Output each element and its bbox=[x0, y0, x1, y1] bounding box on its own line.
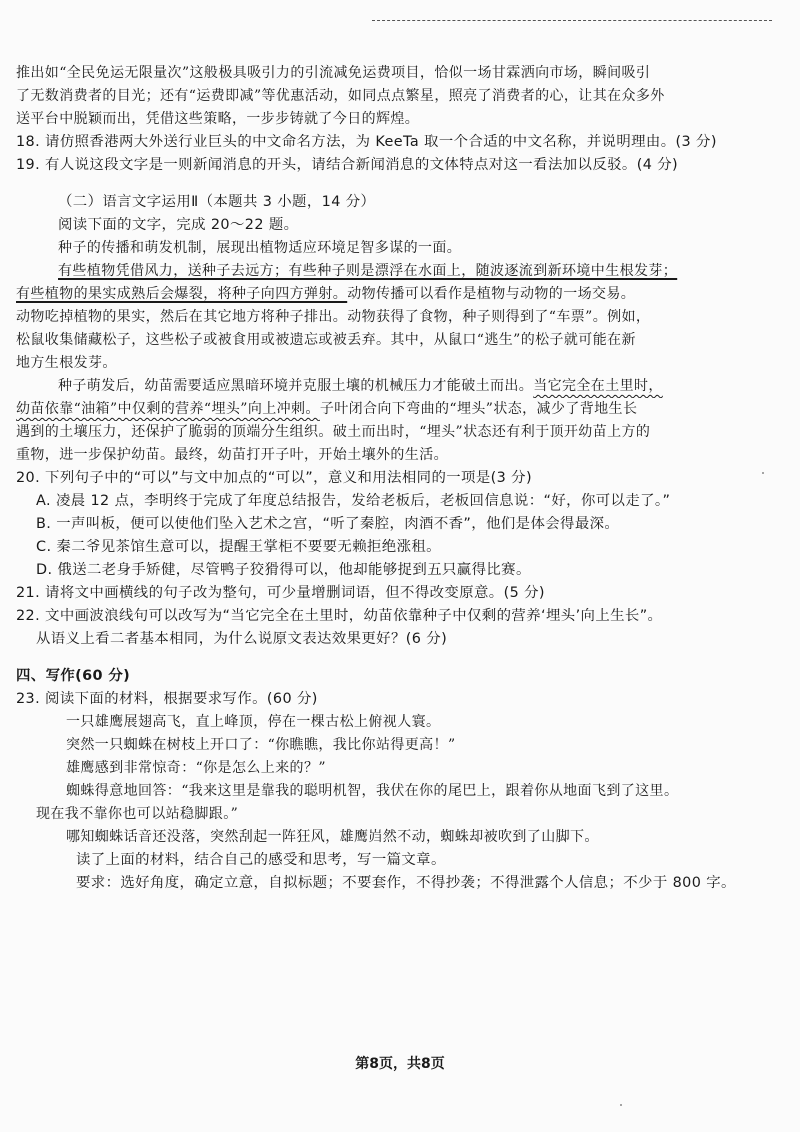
question-19: 19. 有人说这段文字是一则新闻消息的开头，请结合新闻消息的文体特点对这一看法加以反驳。(4 分) bbox=[16, 157, 679, 173]
passage-text: 种子萌发后，幼苗需要适应黑暗环境并克服土壤的机械压力才能破土而出。 bbox=[58, 378, 534, 394]
q20-option-a: A. 凌晨 12 点，李明终于完成了年度总结报告，发给老板后，老板回信息说：“好，你可以走了。” bbox=[36, 493, 671, 509]
question-18: 18. 请仿照香港两大外送行业巨头的中文命名方法，为 KeeTa 取一个合适的中文名称，并说明理由。(3 分) bbox=[16, 134, 717, 150]
scan-speck bbox=[620, 1104, 622, 1106]
passage-line: 推出如“全民免运无限量次”这般极具吸引力的引流减免运费项目，恰似一场甘霖洒向市场，瞬间吸引 bbox=[16, 65, 651, 81]
passage-paragraph-1: 种子的传播和萌发机制，展现出植物适应环境足智多谋的一面。 bbox=[58, 240, 462, 256]
page-footer: 第8页，共8页 bbox=[355, 1056, 445, 1072]
underlined-sentence: 有些植物的果实成熟后会爆裂，将种子向四方弹射。 bbox=[16, 286, 348, 302]
material-line: 雄鹰感到非常惊奇：“你是怎么上来的？” bbox=[66, 760, 326, 776]
passage-line: 遇到的土壤压力，还保护了脆弱的顶端分生组织。破土而出时，“埋头”状态还有利于顶开幼苗上方的 bbox=[16, 424, 651, 440]
question-22: 22. 文中画波浪线句可以改写为“当它完全在土里时，幼苗依靠种子中仅剩的营养‘埋头’向上生长”。 bbox=[16, 608, 663, 624]
passage-line: 了无数消费者的目光；还有“运费即减”等优惠活动，如同点点繁星，照亮了消费者的心，让其在众多外 bbox=[16, 88, 665, 104]
q20-option-c: C. 秦二爷见茶馆生意可以，提醒王掌柜不要要无赖拒绝涨租。 bbox=[36, 539, 441, 555]
passage-line: 松鼠收集储藏松子，这些松子或被食用或被遗忘或被丢弃。其中，从鼠口“逃生”的松子就可能在新 bbox=[16, 332, 636, 348]
question-21: 21. 请将文中画横线的句子改为整句，可少量增删词语，但不得改变原意。(5 分) bbox=[16, 585, 545, 601]
passage-line bbox=[0, 283, 800, 306]
question-23: 23. 阅读下面的材料，根据要求写作。(60 分) bbox=[16, 691, 318, 707]
passage-line bbox=[0, 260, 800, 283]
material-line: 一只雄鹰展翅高飞，直上峰顶，停在一棵古松上俯视人寰。 bbox=[66, 714, 441, 730]
passage-line bbox=[0, 398, 800, 421]
wavy-underlined-sentence: 当它完全在土里时， bbox=[533, 378, 663, 394]
material-line: 现在我不靠你也可以站稳脚跟。” bbox=[36, 806, 239, 822]
section-2-instruction: 阅读下面的文字，完成 20～22 题。 bbox=[58, 217, 299, 233]
writing-task: 读了上面的材料，结合自己的感受和思考，写一篇文章。 bbox=[76, 852, 446, 868]
material-line: 蜘蛛得意地回答：“我来这里是靠我的聪明机智，我伏在你的尾巴上，跟着你从地面飞到了这里。 bbox=[66, 783, 679, 799]
material-line: 哪知蜘蛛话音还没落，突然刮起一阵狂风，雄鹰岿然不动，蜘蛛却被吹到了山脚下。 bbox=[66, 829, 599, 845]
passage-line: 送平台中脱颖而出，凭借这些策略，一步步铸就了今日的辉煌。 bbox=[16, 111, 420, 127]
top-dashed-rule bbox=[372, 20, 772, 21]
passage-line: 重物，进一步保护幼苗。最终，幼苗打开子叶，开始土壤外的生活。 bbox=[16, 447, 448, 463]
scan-speck bbox=[762, 472, 764, 474]
writing-requirements: 要求：选好角度，确定立意，自拟标题；不要套作，不得抄袭；不得泄露个人信息；不少于 800 字。 bbox=[76, 875, 736, 891]
material-line: 突然一只蜘蛛在树枝上开口了：“你瞧瞧，我比你站得更高！” bbox=[66, 737, 456, 753]
question-22-continued: 从语义上看二者基本相同，为什么说原文表达效果更好？(6 分) bbox=[36, 631, 448, 647]
passage-text: 子叶闭合向下弯曲的“埋头”状态，减少了背地生长 bbox=[319, 401, 638, 417]
q20-option-d: D. 俄送二老身手矫健，尽管鸭子狡猾得可以，他却能够捉到五只赢得比赛。 bbox=[36, 562, 531, 578]
underlined-sentence: 有些植物凭借风力，送种子去远方；有些种子则是漂浮在水面上，随波逐流到新环境中生根发芽； bbox=[58, 263, 678, 279]
passage-line: 地方生根发芽。 bbox=[16, 355, 117, 371]
q20-option-b: B. 一声叫板，便可以使他们坠入艺术之宫，“听了秦腔，肉酒不香”，他们是体会得最深。 bbox=[36, 516, 620, 532]
passage-line bbox=[0, 375, 800, 398]
section-2-title: （二）语言文字运用Ⅱ（本题共 3 小题，14 分） bbox=[58, 194, 376, 210]
writing-heading: 四、写作(60 分) bbox=[16, 668, 131, 684]
exam-page bbox=[0, 62, 800, 895]
wavy-underlined-sentence: 幼苗依靠“油箱”中仅剩的营养“埋头”向上冲刺。 bbox=[16, 401, 320, 417]
passage-text: 动物传播可以看作是植物与动物的一场交易。 bbox=[347, 286, 636, 302]
question-20: 20. 下列句子中的“可以”与文中加点的“可以”，意义和用法相同的一项是(3 分) bbox=[16, 470, 532, 486]
passage-line: 动物吃掉植物的果实，然后在其它地方将种子排出。动物获得了食物，种子则得到了“车票”。例如， bbox=[16, 309, 651, 325]
